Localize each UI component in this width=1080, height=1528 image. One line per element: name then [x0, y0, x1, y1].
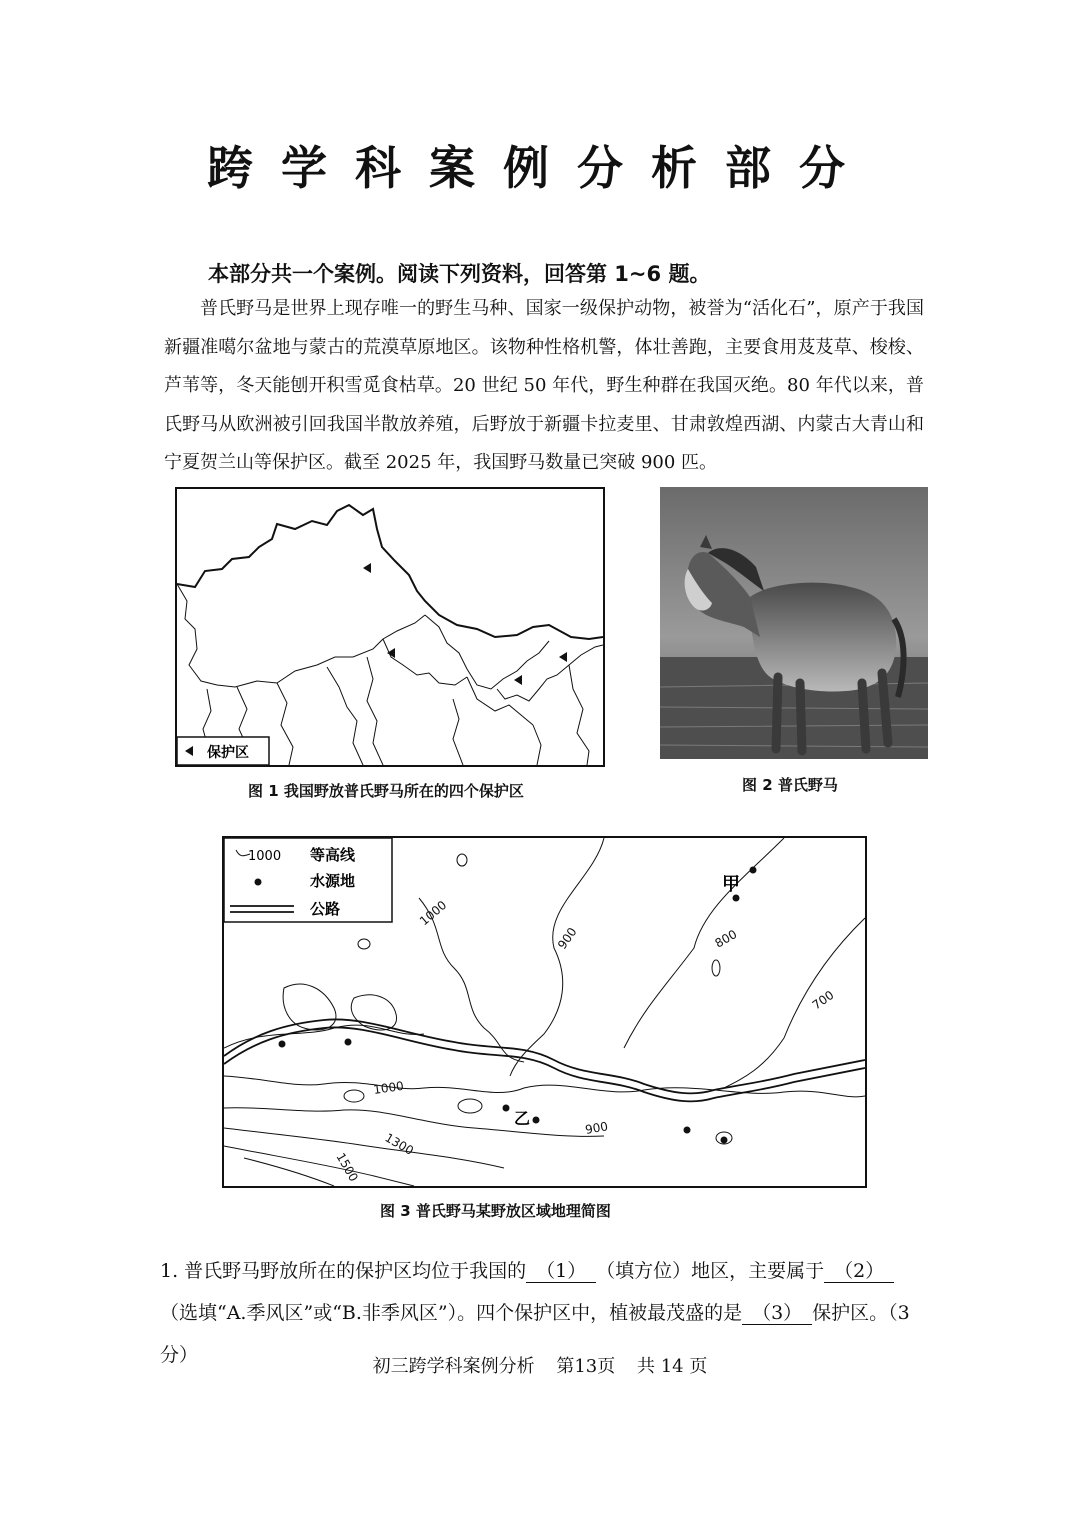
place-jia: 甲 — [722, 874, 740, 895]
contour-label: 1300 — [382, 1130, 416, 1158]
figure2-caption: 图 2 普氏野马 — [742, 776, 838, 794]
water-source-icon — [255, 879, 262, 886]
legend-contour-label: 等高线 — [310, 846, 356, 864]
contour-label: 800 — [712, 927, 740, 951]
triangle-marker-icon — [559, 652, 567, 662]
question-text: 保护区。（3 分） — [160, 1302, 910, 1366]
contour-map — [224, 838, 865, 1186]
question-text: 1. 普氏野马野放所在的保护区均位于我国的 — [160, 1260, 527, 1282]
question-text: （填方位）地区，主要属于 — [596, 1260, 825, 1282]
figure1-map — [175, 487, 605, 767]
question-text: （选填“A.季风区”或“B.非季风区”）。四个保护区中，植被最茂盛的是 — [160, 1302, 743, 1324]
figure2-photo — [660, 487, 928, 759]
triangle-marker-icon — [514, 675, 522, 685]
answer-blank-2[interactable]: （2） — [824, 1260, 894, 1283]
footer-subject: 初三跨学科案例分析 — [372, 1356, 535, 1377]
section-intro: 本部分共一个案例。阅读下列资料，回答第 1~6 题。 — [208, 262, 711, 286]
china-northwest-map — [177, 489, 603, 765]
horse-photo — [660, 487, 928, 759]
legend-reserve-label: 保护区 — [207, 745, 249, 761]
contour-label: 900 — [584, 1119, 610, 1137]
page-footer — [0, 1352, 1080, 1378]
contour-label: 900 — [554, 924, 580, 952]
footer-page: 第13页 — [556, 1356, 616, 1377]
contour-label: 1000 — [372, 1078, 405, 1097]
footer-total: 共 14 页 — [637, 1356, 708, 1377]
figure3-map — [222, 836, 867, 1188]
figure3-caption: 图 3 普氏野马某野放区域地理简图 — [380, 1202, 611, 1220]
figure1-caption: 图 1 我国野放普氏野马所在的四个保护区 — [248, 782, 524, 800]
page-title: 跨学科案例分析部分 — [207, 141, 873, 195]
reserve-markers — [363, 563, 567, 685]
triangle-marker-icon — [363, 563, 371, 573]
place-yi: 乙 — [514, 1109, 531, 1128]
legend-water-label: 水源地 — [310, 872, 356, 890]
contour-label: 1500 — [333, 1150, 361, 1184]
contour-label: 1000 — [416, 897, 450, 929]
contour-label: 700 — [809, 987, 837, 1013]
case-paragraph: 普氏野马是世界上现存唯一的野生马种、国家一级保护动物，被誉为“活化石”，原产于我国新疆准噶尔盆地与蒙古的荒漠草原地区。该物种性格机警，体壮善跑，主要食用芨芨草、梭梭、芦苇等，冬天能刨开积雪觅食枯草。20 世纪 50 年代，野生种群在我国灭绝。80 年代以来，普氏野马从欧洲被引回我国半散放养殖，后野放于新疆卡拉麦里、甘肃敦煌西湖、内蒙古大青山和宁夏贺兰山等保护区。截至 2025 年，我国野马数量已突破 900 匹。 — [164, 298, 924, 473]
legend-road-label: 公路 — [310, 900, 341, 918]
answer-blank-1[interactable]: （1） — [526, 1260, 596, 1283]
legend-contour-value: 1000 — [248, 849, 282, 864]
answer-blank-3[interactable]: （3） — [742, 1302, 812, 1325]
